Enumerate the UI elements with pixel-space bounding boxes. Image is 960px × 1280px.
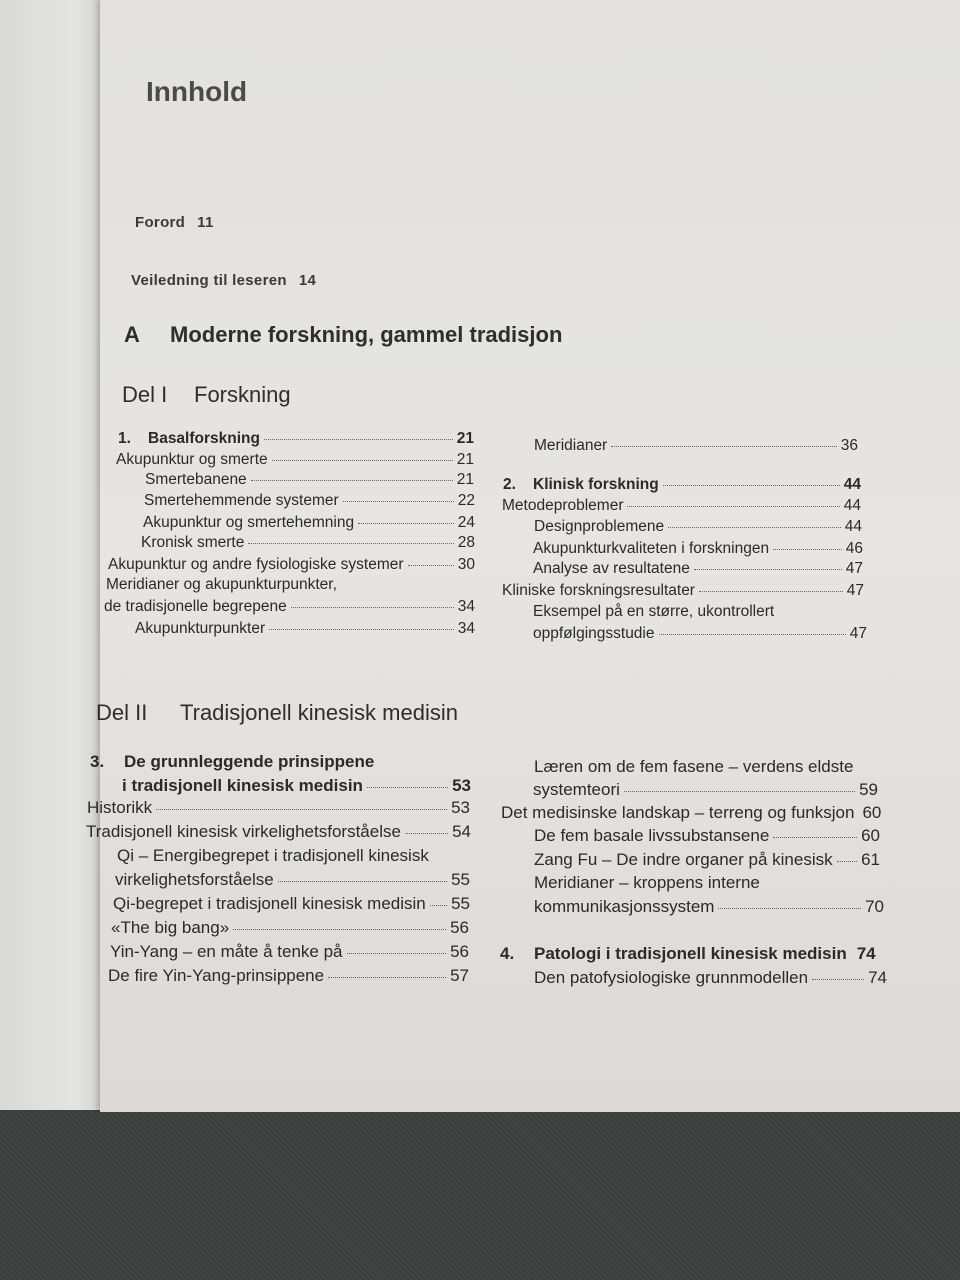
leader-dots <box>718 908 861 909</box>
toc-label: Yin-Yang – en måte å tenke på <box>110 942 343 961</box>
leader-dots <box>347 953 447 954</box>
toc-chapter-3 <box>90 752 374 772</box>
toc-label: Smertehemmende systemer <box>144 492 339 509</box>
toc-entry <box>533 780 878 800</box>
toc-page: 47 <box>846 582 864 599</box>
chapter-number: 2. <box>503 476 516 493</box>
toc-label: Meridianer <box>534 437 608 454</box>
toc-page: 21 <box>456 430 474 447</box>
toc-label: Akupunkturpunkter <box>135 620 266 637</box>
toc-label: virkelighetsforståelse <box>115 870 274 889</box>
toc-entry <box>108 556 475 574</box>
toc-entry <box>87 798 470 818</box>
leader-dots <box>694 569 842 570</box>
section-title: Tradisjonell kinesisk medisin <box>180 700 458 725</box>
toc-page: 14 <box>298 272 317 289</box>
toc-label: Historikk <box>87 798 153 817</box>
toc-entry <box>122 776 471 796</box>
toc-page: 24 <box>457 514 475 531</box>
toc-entry <box>104 598 475 616</box>
toc-entry-veiledning <box>131 272 316 289</box>
toc-entry <box>534 826 880 846</box>
toc-label: Akupunktur og smertehemning <box>143 514 355 531</box>
toc-page: 60 <box>861 826 880 845</box>
toc-entry <box>534 437 858 455</box>
toc-page: 59 <box>859 780 878 799</box>
toc-label: Zang Fu – De indre organer på kinesisk <box>534 850 833 869</box>
toc-label: Designproblemene <box>534 518 665 535</box>
leader-dots <box>233 929 446 930</box>
toc-label: De fire Yin-Yang-prinsippene <box>108 966 325 985</box>
toc-label: Forord <box>135 214 186 231</box>
toc-page: 11 <box>197 214 214 231</box>
toc-entry <box>116 451 474 469</box>
toc-page: 47 <box>849 625 867 642</box>
toc-page: 46 <box>845 540 863 557</box>
toc-label: Kronisk smerte <box>141 534 245 551</box>
toc-label: Klinisk forskning <box>533 476 659 493</box>
toc-label: kommunikasjonssystem <box>534 897 715 916</box>
toc-label: de tradisjonelle begrepene <box>104 598 287 615</box>
toc-entry <box>534 968 887 988</box>
toc-page: 34 <box>457 598 475 615</box>
leader-dots <box>773 837 857 838</box>
leader-dots <box>773 549 842 550</box>
toc-page: 60 <box>862 803 882 822</box>
toc-label: Basalforskning <box>148 430 260 447</box>
facing-page-edge <box>0 0 108 1110</box>
leader-dots <box>611 446 837 447</box>
toc-entry <box>86 822 471 842</box>
leader-dots <box>812 979 864 980</box>
toc-entry <box>533 625 867 643</box>
toc-entry <box>534 518 862 536</box>
toc-entry <box>533 540 863 558</box>
toc-entry-forord <box>135 214 214 231</box>
toc-entry <box>145 471 474 489</box>
toc-page: 53 <box>452 776 471 795</box>
toc-entry <box>144 492 475 510</box>
leader-dots <box>405 833 448 834</box>
toc-page: 22 <box>457 492 475 509</box>
toc-entry <box>108 966 469 986</box>
leader-dots <box>659 634 846 635</box>
part-heading <box>124 322 562 348</box>
toc-page: 57 <box>450 966 469 985</box>
page-title: Innhold <box>146 76 248 107</box>
leader-dots <box>624 791 855 792</box>
toc-page: 55 <box>451 870 470 889</box>
leader-dots <box>367 787 448 788</box>
toc-label: Akupunkturkvaliteten i forskningen <box>533 540 770 557</box>
leader-dots <box>251 480 453 481</box>
toc-entry <box>501 803 882 823</box>
toc-entry <box>502 582 864 600</box>
toc-label: oppfølgingsstudie <box>533 625 655 642</box>
section-heading-del2 <box>96 700 458 726</box>
toc-entry-line: Eksempel på en større, ukontrollert <box>533 603 775 620</box>
leader-dots <box>627 506 839 507</box>
toc-page: 70 <box>865 897 884 916</box>
toc-page: 28 <box>457 534 475 551</box>
toc-entry-line: Meridianer og akupunkturpunkter, <box>106 576 337 593</box>
toc-label: «The big bang» <box>111 918 230 937</box>
toc-entry <box>534 897 884 917</box>
toc-entry-line: Meridianer – kroppens interne <box>534 873 760 892</box>
toc-page: 21 <box>456 471 474 488</box>
toc-entry-line: Læren om de fem fasene – verdens eldste <box>534 757 854 776</box>
leader-dots <box>358 523 454 524</box>
section-heading-del1 <box>122 382 291 408</box>
toc-entry <box>115 870 470 890</box>
toc-entry-line: Qi – Energibegrepet i tradisjonell kinesisk <box>117 846 429 865</box>
section-title: Forskning <box>194 382 291 407</box>
toc-page: 36 <box>840 437 858 454</box>
toc-label: Veiledning til leseren <box>131 272 287 289</box>
leader-dots <box>699 591 843 592</box>
toc-label: Kliniske forskningsresultater <box>502 582 695 599</box>
toc-page: 55 <box>451 894 470 913</box>
leader-dots <box>328 977 446 978</box>
leader-dots <box>264 439 453 440</box>
toc-page: 74 <box>856 944 876 963</box>
toc-page: 74 <box>868 968 887 987</box>
toc-page: 21 <box>456 451 474 468</box>
toc-entry <box>143 514 475 532</box>
part-letter: A <box>124 322 140 347</box>
leader-dots <box>269 629 454 630</box>
leader-dots <box>668 527 841 528</box>
chapter-number: 1. <box>118 430 131 447</box>
toc-label: Qi-begrepet i tradisjonell kinesisk medisin <box>113 894 426 913</box>
toc-page: 44 <box>843 476 861 493</box>
toc-label: Det medisinske landskap – terreng og funksjon <box>501 803 855 822</box>
toc-label: Patologi i tradisjonell kinesisk medisin <box>534 944 847 963</box>
toc-entry <box>111 918 469 938</box>
toc-page: 56 <box>450 942 469 961</box>
toc-label: Analyse av resultatene <box>533 560 690 577</box>
toc-chapter-1 <box>118 430 474 448</box>
toc-page: 30 <box>457 556 475 573</box>
toc-chapter-4 <box>500 944 876 964</box>
leader-dots <box>663 485 840 486</box>
toc-entry <box>534 850 880 870</box>
toc-label: Akupunktur og smerte <box>116 451 268 468</box>
section-number: Del II <box>96 700 148 725</box>
toc-page: 61 <box>861 850 880 869</box>
toc-label: i tradisjonell kinesisk medisin <box>122 776 363 795</box>
toc-label: Smertebanene <box>145 471 247 488</box>
leader-dots <box>291 607 454 608</box>
toc-label: systemteori <box>533 780 620 799</box>
toc-label: Tradisjonell kinesisk virkelighetsforståelse <box>86 822 401 841</box>
toc-page: 44 <box>843 497 861 514</box>
leader-dots <box>156 809 447 810</box>
toc-label: Den patofysiologiske grunnmodellen <box>534 968 809 987</box>
leader-dots <box>343 501 454 502</box>
toc-page: 47 <box>845 560 863 577</box>
toc-label: Metodeproblemer <box>502 497 624 514</box>
toc-entry <box>113 894 470 914</box>
toc-entry <box>533 560 863 578</box>
chapter-number: 3. <box>90 752 105 771</box>
toc-label: Akupunktur og andre fysiologiske systemer <box>108 556 404 573</box>
toc-chapter-2 <box>503 476 861 494</box>
leader-dots <box>248 543 453 544</box>
toc-page: 56 <box>450 918 469 937</box>
toc-entry <box>502 497 861 515</box>
toc-page: 44 <box>844 518 862 535</box>
leader-dots <box>278 881 447 882</box>
leader-dots <box>837 861 857 862</box>
leader-dots <box>408 565 454 566</box>
part-title: Moderne forskning, gammel tradisjon <box>170 322 563 347</box>
toc-page: 53 <box>451 798 470 817</box>
section-number: Del I <box>122 382 168 407</box>
toc-entry <box>110 942 469 962</box>
toc-entry <box>141 534 475 552</box>
toc-page: 54 <box>452 822 471 841</box>
chapter-number: 4. <box>500 944 515 963</box>
leader-dots <box>272 460 453 461</box>
toc-page: 34 <box>457 620 475 637</box>
toc-label: De grunnleggende prinsippene <box>124 752 375 771</box>
leader-dots <box>430 905 447 906</box>
toc-label: De fem basale livssubstansene <box>534 826 770 845</box>
toc-entry <box>135 620 475 638</box>
fabric-background <box>0 1112 960 1280</box>
